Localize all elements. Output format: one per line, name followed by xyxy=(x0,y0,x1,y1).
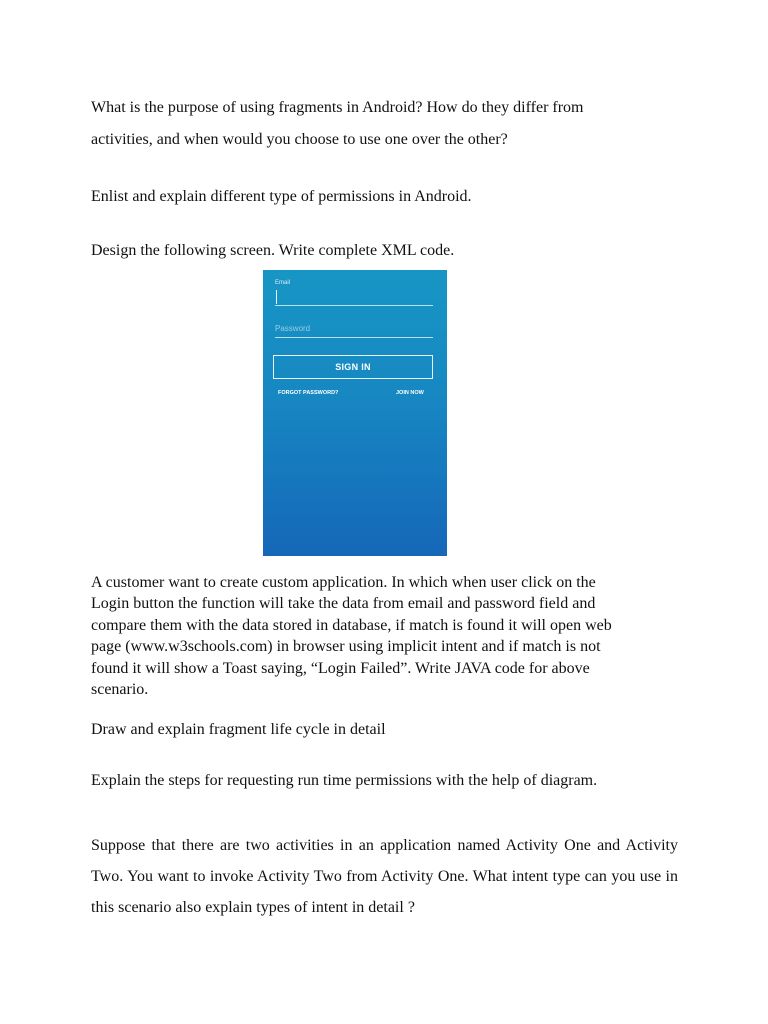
question-intent-types: Suppose that there are two activities in an application named Activity One and Activity Two. You want to invoke Activity Two from Activity One. What intent type can you use in this scenario also explain types of intent in detail ? xyxy=(91,837,678,916)
question-line: A customer want to create custom application. In which when user click on the xyxy=(91,574,596,591)
question-line: page (www.w3schools.com) in browser using implicit intent and if match is not xyxy=(91,638,601,656)
email-label: Email xyxy=(275,280,291,286)
question-line: found it will show a Toast saying, “Login Failed”. Write JAVA code for above xyxy=(91,659,590,677)
question-login-java-code xyxy=(91,572,612,700)
question-line: compare them with the data stored in database, if match is found it will open web xyxy=(91,616,612,634)
email-field-underline xyxy=(275,305,433,306)
question-line: scenario. xyxy=(91,681,149,699)
sign-in-button: SIGN IN xyxy=(273,355,433,379)
question-permissions-types: Enlist and explain different type of permissions in Android. xyxy=(91,188,472,205)
login-screen-mockup xyxy=(263,270,447,556)
question-line: activities, and when would you choose to use one over the other? xyxy=(91,131,508,148)
question-fragments-purpose xyxy=(91,92,584,156)
join-now-link: JOIN NOW xyxy=(396,390,424,396)
email-field-cursor xyxy=(276,290,277,304)
forgot-password-link: FORGOT PASSWORD? xyxy=(278,390,339,396)
question-line: What is the purpose of using fragments in Android? How do they differ from xyxy=(91,99,584,116)
question-runtime-permissions: Explain the steps for requesting run time permissions with the help of diagram. xyxy=(91,772,598,789)
password-field-underline xyxy=(275,337,433,338)
question-fragment-lifecycle: Draw and explain fragment life cycle in detail xyxy=(91,721,386,738)
question-design-screen: Design the following screen. Write complete XML code. xyxy=(91,242,455,259)
password-field-placeholder: Password xyxy=(275,324,311,333)
question-line: Login button the function will take the data from email and password field and xyxy=(91,595,596,613)
